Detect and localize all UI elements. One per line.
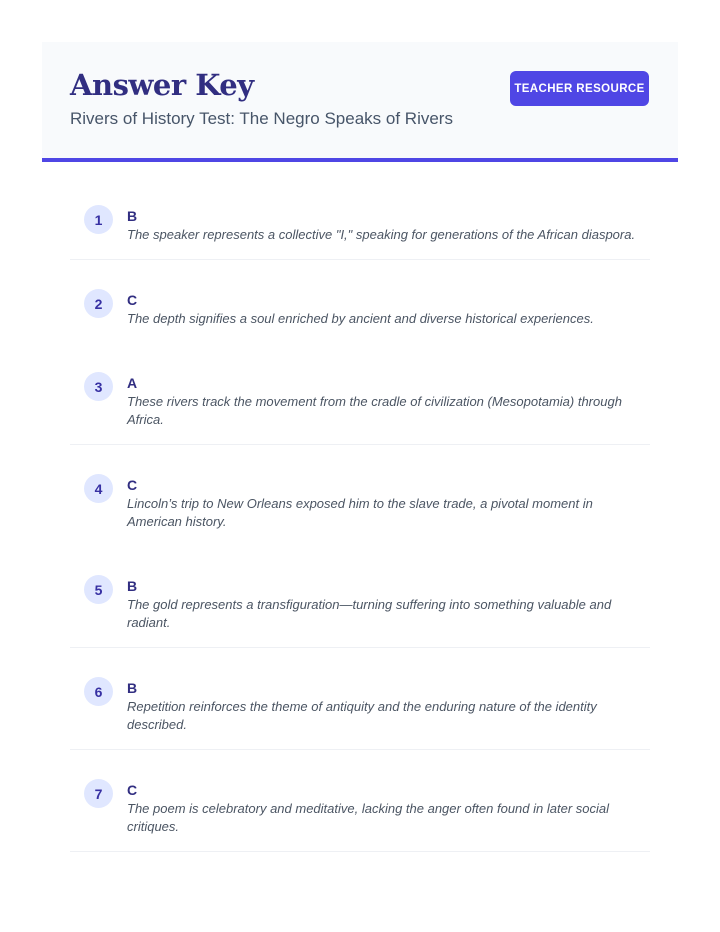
answer-item xyxy=(70,176,650,260)
answer-letter: B xyxy=(127,680,138,696)
question-number-badge: 1 xyxy=(84,205,113,234)
teacher-resource-badge: TEACHER RESOURCE xyxy=(510,71,649,106)
answer-explanation: These rivers track the movement from the cradle of civilization (Mesopotamia) through Africa. xyxy=(127,394,622,427)
page-subtitle: Rivers of History Test: The Negro Speaks of Rivers xyxy=(70,109,453,128)
answer-explanation: The speaker represents a collective "I," speaking for generations of the African diaspora. xyxy=(127,227,636,242)
question-number-badge: 6 xyxy=(84,677,113,706)
answer-letter: C xyxy=(127,477,138,493)
answer-item xyxy=(70,546,650,648)
answer-explanation: The gold represents a transfiguration—turning suffering into something valuable and radiant. xyxy=(127,597,612,630)
answer-explanation: The depth signifies a soul enriched by ancient and diverse historical experiences. xyxy=(127,311,594,326)
page-title: Answer Key xyxy=(70,68,254,102)
answer-letter: A xyxy=(127,375,138,391)
header xyxy=(42,42,678,162)
answer-letter: B xyxy=(127,578,138,594)
question-number-badge: 3 xyxy=(84,372,113,401)
answer-item xyxy=(70,343,650,445)
answer-item xyxy=(70,750,650,852)
answer-item xyxy=(70,648,650,750)
question-number-badge: 7 xyxy=(84,779,113,808)
question-number-badge: 4 xyxy=(84,474,113,503)
answer-list xyxy=(70,176,650,852)
answer-explanation: The poem is celebratory and meditative, lacking the anger often found in later social critiques. xyxy=(127,801,609,834)
answer-item xyxy=(70,445,650,546)
question-number-badge: 2 xyxy=(84,289,113,318)
question-number-badge: 5 xyxy=(84,575,113,604)
answer-letter: C xyxy=(127,292,138,308)
answer-explanation: Lincoln’s trip to New Orleans exposed him to the slave trade, a pivotal moment in American history. xyxy=(127,496,593,529)
answer-item xyxy=(70,260,650,343)
answer-explanation: Repetition reinforces the theme of antiquity and the enduring nature of the identity described. xyxy=(127,699,597,732)
answer-letter: B xyxy=(127,208,138,224)
answer-letter: C xyxy=(127,782,138,798)
